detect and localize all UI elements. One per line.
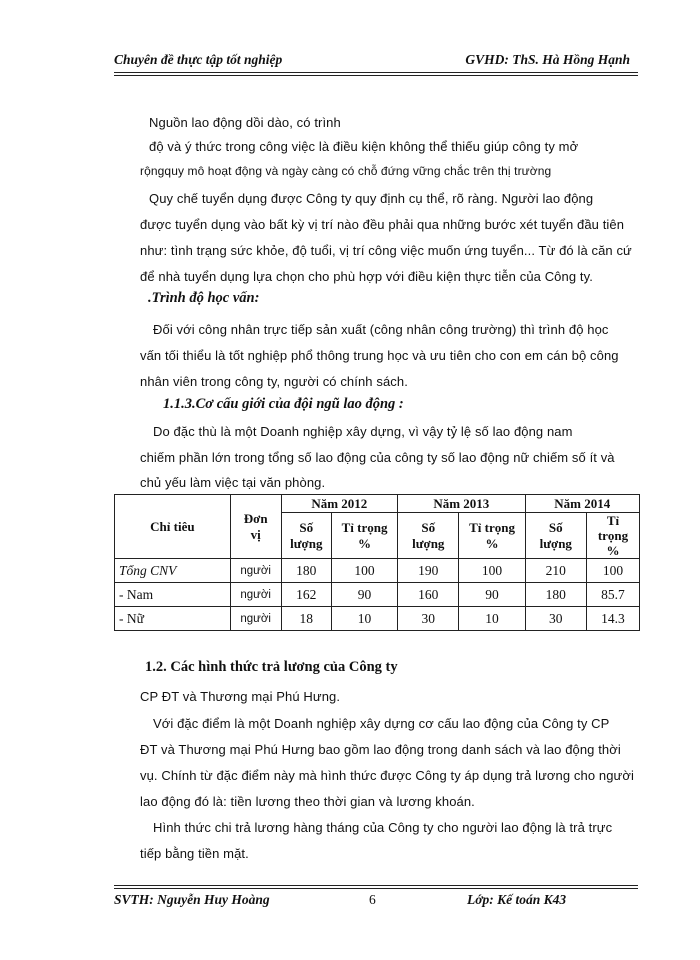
cell: 100 [331, 559, 397, 583]
cell: 100 [459, 559, 525, 583]
labor-structure-table [114, 494, 640, 631]
para7-line1: Hình thức chi trả lương hàng tháng của Công ty cho người lao động là trả trực [153, 820, 613, 835]
para2-line4: để nhà tuyển dụng lựa chọn cho phù hợp với điều kiện thực tiễn của Công ty. [140, 269, 593, 284]
sub-soluong: Số lượng [281, 513, 331, 559]
sub-titrong: Tỉ trọng % [331, 513, 397, 559]
cell: 100 [586, 559, 639, 583]
para1-line3: rộngquy mô hoạt động và ngày càng có chỗ đứng vững chắc trên thị trường [140, 164, 552, 178]
row-label: - Nữ [115, 607, 231, 631]
sub-titrong: Tỉ trọng % [586, 513, 639, 559]
para6-line1: Với đặc điểm là một Doanh nghiệp xây dựng cơ cấu lao động của Công ty CP [153, 716, 610, 731]
page-number: 6 [369, 892, 376, 907]
para5: CP ĐT và Thương mại Phú Hưng. [140, 689, 341, 704]
cell: 10 [331, 607, 397, 631]
cell: 180 [281, 559, 331, 583]
year-2013: Năm 2013 [398, 495, 526, 513]
footer-rule [114, 885, 638, 886]
footer-right: Lớp: Kế toán K43 [467, 892, 567, 907]
table-row [115, 607, 640, 631]
header-left: Chuyên đề thực tập tốt nghiệp [114, 52, 283, 67]
para6-line3: vụ. Chính từ đặc điểm này mà hình thức được Công ty áp dụng trả lương cho người [140, 768, 634, 783]
table-row [115, 559, 640, 583]
header-rule [114, 72, 638, 73]
cell: 162 [281, 583, 331, 607]
heading-1-2: 1.2. Các hình thức trả lương của Công ty [145, 659, 398, 675]
cell: 10 [459, 607, 525, 631]
para3-line1: Đối với công nhân trực tiếp sản xuất (công nhân công trường) thì trình độ học [153, 322, 609, 337]
para4-line2: chiếm phần lớn trong tổng số lao động của công ty số lao động nữ chiếm số ít và [140, 450, 615, 465]
sub-titrong: Tỉ trọng % [459, 513, 525, 559]
page-header [114, 52, 640, 74]
para4-line1: Do đặc thù là một Doanh nghiệp xây dựng, vì vậy tỷ lệ số lao động nam [153, 424, 573, 439]
para4-line3: chủ yếu làm việc tại văn phòng. [140, 475, 326, 490]
heading-1-1-3: 1.1.3.Cơ cấu giới của đội ngũ lao động : [163, 396, 404, 412]
row-unit: người [230, 559, 281, 583]
para1-line1: Nguồn lao động dồi dào, có trình [149, 115, 341, 130]
year-2012: Năm 2012 [281, 495, 397, 513]
cell: 90 [331, 583, 397, 607]
header-rule-2 [114, 75, 638, 76]
heading-education: .Trình độ học vấn: [148, 290, 260, 306]
para2-line2: được tuyển dụng vào bất kỳ vị trí nào đều phải qua những bước xét tuyển đầu tiên [140, 217, 625, 232]
cell: 30 [525, 607, 586, 631]
col-chitieu: Chỉ tiêu [115, 495, 231, 559]
cell: 85.7 [586, 583, 639, 607]
para2-line1: Quy chế tuyển dụng được Công ty quy định cụ thể, rõ ràng. Người lao động [149, 191, 594, 206]
para3-line3: nhân viên trong công ty, người có chính sách. [140, 374, 408, 389]
cell: 160 [398, 583, 459, 607]
row-unit: người [230, 583, 281, 607]
header-right: GVHD: ThS. Hà Hồng Hạnh [465, 52, 630, 67]
footer-left: SVTH: Nguyễn Huy Hoàng [114, 892, 270, 907]
row-label: - Nam [115, 583, 231, 607]
para1-line2: độ và ý thức trong công việc là điều kiện không thể thiếu giúp công ty mở [149, 139, 579, 154]
para7-line2: tiếp bằng tiền mặt. [140, 846, 249, 861]
sub-soluong: Số lượng [525, 513, 586, 559]
para2-line3: như: tình trạng sức khỏe, độ tuổi, vị trí công việc muốn ứng tuyển... Từ đó là căn cứ [140, 243, 632, 258]
sub-soluong: Số lượng [398, 513, 459, 559]
row-label: Tổng CNV [115, 559, 231, 583]
row-unit: người [230, 607, 281, 631]
table-row [115, 583, 640, 607]
cell: 90 [459, 583, 525, 607]
para3-line2: vấn tối thiểu là tốt nghiệp phổ thông trung học và ưu tiên cho con em cán bộ công [140, 348, 619, 363]
footer-rule-2 [114, 888, 638, 889]
year-2014: Năm 2014 [525, 495, 639, 513]
para6-line4: lao động đó là: tiền lương theo thời gian và lương khoán. [140, 794, 475, 809]
cell: 14.3 [586, 607, 639, 631]
col-donvi: Đơn vị [230, 495, 281, 559]
cell: 30 [398, 607, 459, 631]
cell: 18 [281, 607, 331, 631]
cell: 190 [398, 559, 459, 583]
para6-line2: ĐT và Thương mại Phú Hưng bao gồm lao động trong danh sách và lao động thời [140, 742, 621, 757]
cell: 180 [525, 583, 586, 607]
cell: 210 [525, 559, 586, 583]
